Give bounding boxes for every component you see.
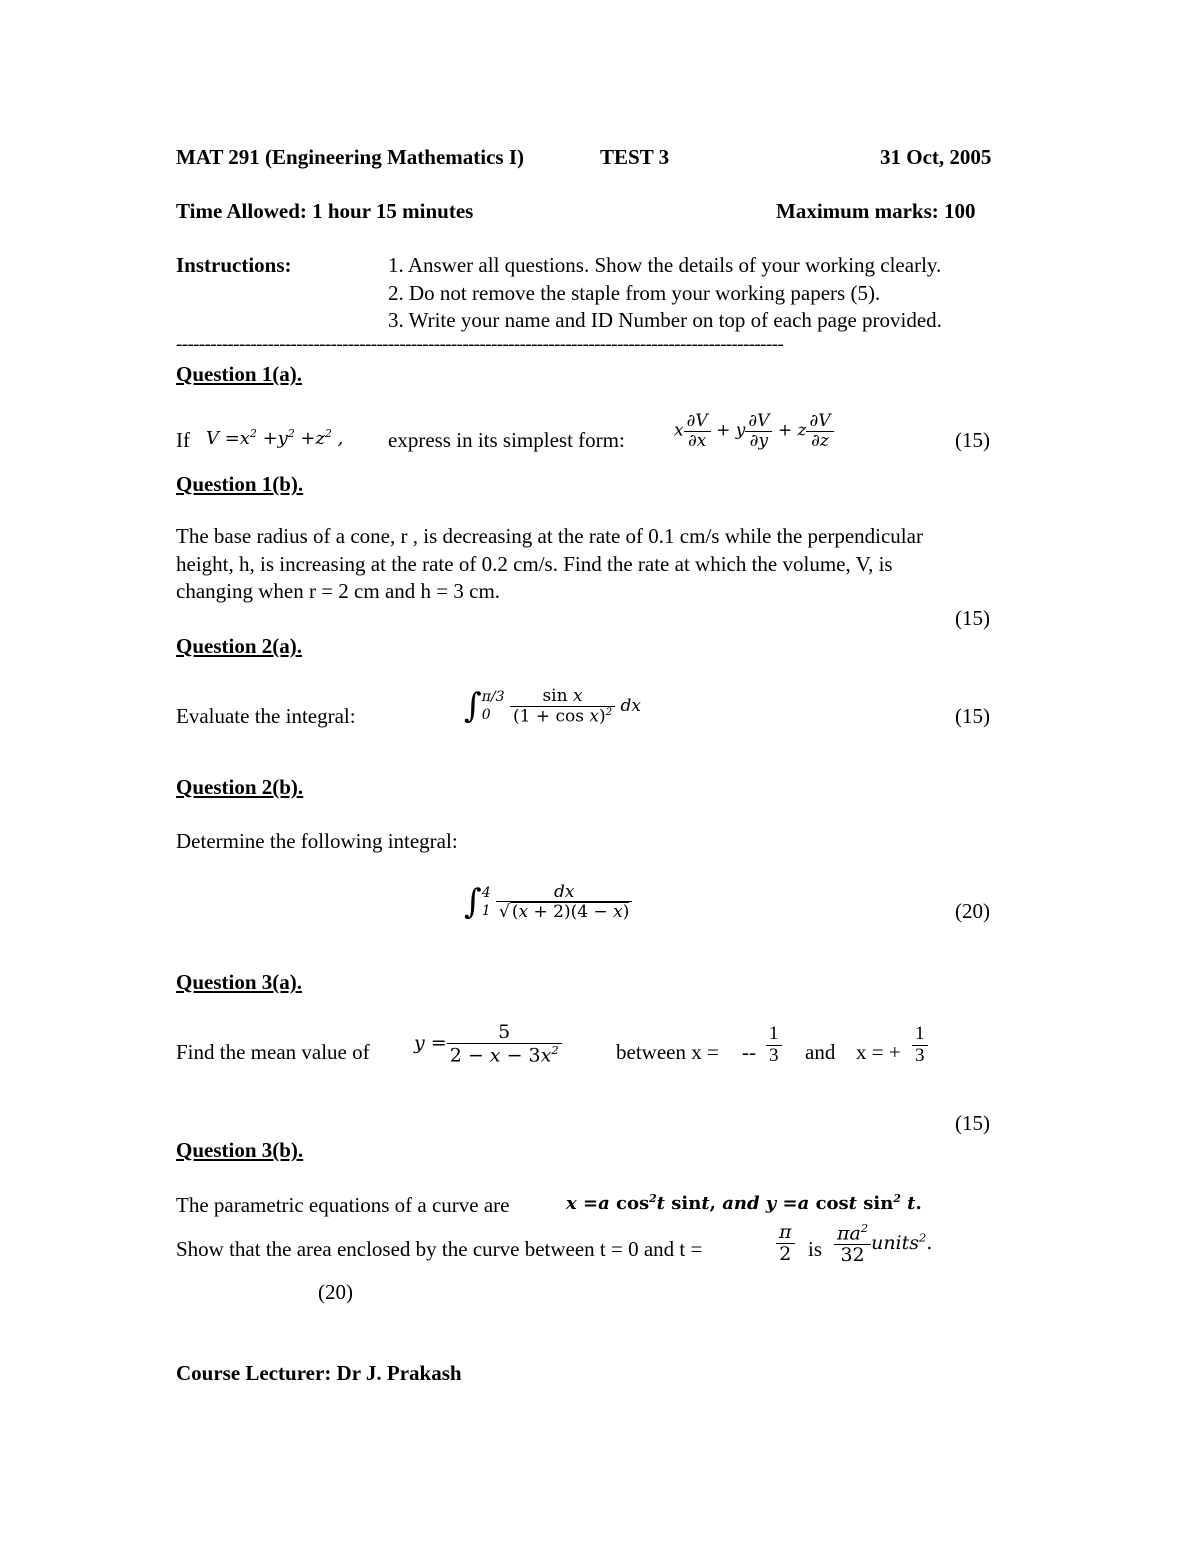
question-3b-line1: The parametric equations of a curve are xyxy=(176,1193,510,1217)
separator-line: ---------------------------------------------------------------------------------------------------------- xyxy=(176,334,784,355)
instruction-item: 1. Answer all questions. Show the details of your working clearly. xyxy=(388,253,942,277)
question-3b-marks: (20) xyxy=(318,1280,353,1304)
question-3a-between: between x = xyxy=(616,1040,719,1064)
question-3a-neg: -- xyxy=(742,1040,756,1064)
instructions-label: Instructions: xyxy=(176,253,292,277)
question-3a-marks: (15) xyxy=(955,1111,990,1135)
fraction-one-third-lower: $\frac{1}{3}$ xyxy=(766,1024,782,1067)
question-1a-text: express in its simplest form: xyxy=(388,428,625,452)
question-1a-if: If xyxy=(176,428,190,452)
question-1a-heading: Question 1(a). xyxy=(176,362,302,386)
fraction-pi-over-2: $\frac{\pi}{2}$ xyxy=(776,1222,795,1265)
question-3b-is: is xyxy=(808,1237,823,1261)
instruction-item: 2. Do not remove the staple from your working papers (5). xyxy=(388,281,881,305)
question-1b-heading: Question 1(b). xyxy=(176,472,304,496)
question-2a-heading: Question 2(a). xyxy=(176,634,302,658)
equation-parametric: x =a $\cos^2t$ sint, and y =a cost $\sin^2 t$. xyxy=(566,1192,922,1214)
question-1b-line: changing when r = 2 cm and h = 3 cm. xyxy=(176,579,501,603)
question-2b-heading: Question 2(b). xyxy=(176,775,304,799)
question-2a-marks: (15) xyxy=(955,704,990,728)
question-1b-line: The base radius of a cone, r , is decreasing at the rate of 0.1 cm/s while the perpendicular xyxy=(176,524,923,548)
question-1b-marks: (15) xyxy=(955,606,990,630)
question-2a-text: Evaluate the integral: xyxy=(176,704,356,728)
course-title: MAT 291 (Engineering Mathematics I) xyxy=(176,145,525,169)
question-2b-text: Determine the following integral: xyxy=(176,829,458,853)
equation-integral-b: ∫ 4 1 $\frac{dx}{√ (x + 2)(4 - x)}$ xyxy=(464,882,632,923)
time-allowed: Time Allowed: 1 hour 15 minutes xyxy=(176,199,474,223)
equation-integral-a: ∫ π/3 0 $\frac{\text{sin x}}{(1 + \cos x)^2}$ dx xyxy=(464,685,641,727)
question-1a-marks: (15) xyxy=(955,428,990,452)
question-2b-marks: (20) xyxy=(955,899,990,923)
equation-v-definition: $V =x^2 +y^2 +z^2$ , xyxy=(206,427,344,449)
course-lecturer: Course Lecturer: Dr J. Prakash xyxy=(176,1361,462,1385)
maximum-marks: Maximum marks: 100 xyxy=(776,199,976,223)
question-3a-and: and xyxy=(805,1040,836,1064)
question-3b-line2: Show that the area enclosed by the curve between t = 0 and t = xyxy=(176,1237,703,1261)
test-label: TEST 3 xyxy=(600,145,670,169)
question-3a-x-eq: x = + xyxy=(856,1040,901,1064)
equation-mean-function: y = $\frac{5}{2 - x - 3x^2}$ xyxy=(414,1022,562,1066)
test-date: 31 Oct, 2005 xyxy=(880,145,992,169)
equation-area-result: $\frac{\pi a^2}{32}$ units$^2$. xyxy=(834,1222,932,1266)
question-1b-line: height, h, is increasing at the rate of 0.2 cm/s. Find the rate at which the volume, V, is xyxy=(176,552,893,576)
instruction-item: 3. Write your name and ID Number on top of each page provided. xyxy=(388,308,942,332)
equation-partial-sum: x $\frac{\partial V}{\partial x}$ + y $\frac{\partial V}{\partial y}$ + z $\frac{\partial V}{\partial z}$ xyxy=(674,412,834,450)
question-3a-text: Find the mean value of xyxy=(176,1040,370,1064)
question-3a-heading: Question 3(a). xyxy=(176,970,302,994)
fraction-one-third-upper: $\frac{1}{3}$ xyxy=(912,1024,928,1067)
question-3b-heading: Question 3(b). xyxy=(176,1138,304,1162)
